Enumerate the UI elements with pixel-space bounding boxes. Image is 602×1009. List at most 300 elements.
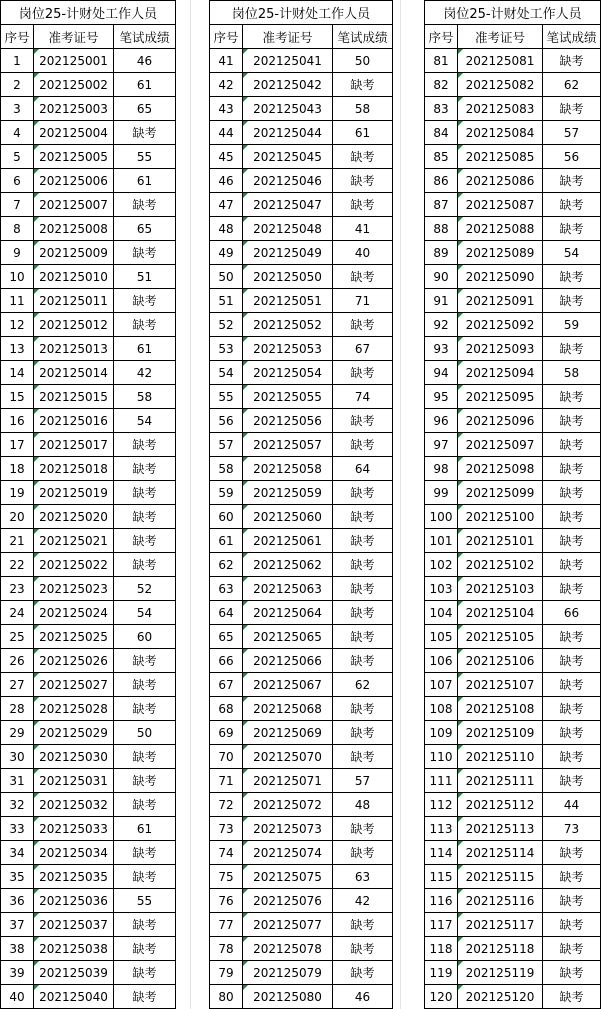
cell-score: 57 xyxy=(333,769,393,793)
cell-score: 缺考 xyxy=(114,241,176,265)
cell-seq: 32 xyxy=(1,793,34,817)
cell-seq: 17 xyxy=(1,433,34,457)
cell-seq: 2 xyxy=(1,73,34,97)
cell-seq: 66 xyxy=(210,649,243,673)
cell-score: 缺考 xyxy=(543,913,601,937)
table-row xyxy=(425,889,601,913)
cell-exam-id: 202125115 xyxy=(458,865,543,889)
cell-seq: 79 xyxy=(210,961,243,985)
cell-seq: 60 xyxy=(210,505,243,529)
header-seq: 序号 xyxy=(1,25,34,49)
cell-score: 缺考 xyxy=(543,889,601,913)
cell-exam-id: 202125069 xyxy=(243,721,333,745)
cell-seq: 23 xyxy=(1,577,34,601)
cell-exam-id: 202125045 xyxy=(243,145,333,169)
table-row xyxy=(425,793,601,817)
cell-score: 缺考 xyxy=(543,385,601,409)
table-row xyxy=(1,577,176,601)
table-row xyxy=(1,289,176,313)
cell-score: 缺考 xyxy=(114,289,176,313)
cell-seq: 14 xyxy=(1,361,34,385)
cell-score: 51 xyxy=(114,265,176,289)
table-row xyxy=(1,865,176,889)
table-title: 岗位25-计财处工作人员 xyxy=(425,1,601,25)
table-row xyxy=(210,97,393,121)
cell-score: 59 xyxy=(543,313,601,337)
cell-exam-id: 202125029 xyxy=(34,721,114,745)
cell-exam-id: 202125026 xyxy=(34,649,114,673)
table-row xyxy=(210,289,393,313)
table-row xyxy=(425,649,601,673)
cell-exam-id: 202125089 xyxy=(458,241,543,265)
cell-exam-id: 202125065 xyxy=(243,625,333,649)
score-table-right xyxy=(424,0,601,1009)
cell-exam-id: 202125120 xyxy=(458,985,543,1009)
table-row xyxy=(1,937,176,961)
cell-exam-id: 202125093 xyxy=(458,337,543,361)
cell-score: 缺考 xyxy=(333,697,393,721)
cell-exam-id: 202125004 xyxy=(34,121,114,145)
table-row xyxy=(425,721,601,745)
cell-exam-id: 202125090 xyxy=(458,265,543,289)
cell-seq: 98 xyxy=(425,457,458,481)
cell-seq: 24 xyxy=(1,601,34,625)
cell-exam-id: 202125055 xyxy=(243,385,333,409)
cell-score: 缺考 xyxy=(543,49,601,73)
cell-seq: 92 xyxy=(425,313,458,337)
cell-exam-id: 202125040 xyxy=(34,985,114,1009)
table-row xyxy=(425,313,601,337)
table-row xyxy=(425,169,601,193)
cell-score: 缺考 xyxy=(333,145,393,169)
cell-exam-id: 202125043 xyxy=(243,97,333,121)
cell-exam-id: 202125098 xyxy=(458,457,543,481)
score-table xyxy=(0,0,176,1009)
table-row xyxy=(425,985,601,1009)
cell-score: 64 xyxy=(333,457,393,481)
table-row xyxy=(425,265,601,289)
cell-score: 缺考 xyxy=(543,553,601,577)
table-row xyxy=(1,49,176,73)
cell-exam-id: 202125062 xyxy=(243,553,333,577)
table-row xyxy=(425,409,601,433)
cell-exam-id: 202125082 xyxy=(458,73,543,97)
cell-score: 61 xyxy=(333,121,393,145)
cell-seq: 33 xyxy=(1,817,34,841)
cell-seq: 34 xyxy=(1,841,34,865)
cell-seq: 51 xyxy=(210,289,243,313)
cell-seq: 13 xyxy=(1,337,34,361)
cell-score: 61 xyxy=(114,337,176,361)
cell-seq: 118 xyxy=(425,937,458,961)
table-row xyxy=(210,793,393,817)
table-row xyxy=(210,361,393,385)
cell-seq: 83 xyxy=(425,97,458,121)
table-row xyxy=(210,817,393,841)
cell-seq: 47 xyxy=(210,193,243,217)
cell-exam-id: 202125030 xyxy=(34,745,114,769)
cell-exam-id: 202125053 xyxy=(243,337,333,361)
cell-seq: 75 xyxy=(210,865,243,889)
cell-seq: 103 xyxy=(425,577,458,601)
table-row xyxy=(210,145,393,169)
cell-exam-id: 202125025 xyxy=(34,625,114,649)
table-row xyxy=(210,553,393,577)
cell-exam-id: 202125041 xyxy=(243,49,333,73)
table-row xyxy=(210,865,393,889)
cell-exam-id: 202125042 xyxy=(243,73,333,97)
table-row xyxy=(1,433,176,457)
cell-seq: 110 xyxy=(425,745,458,769)
cell-score: 缺考 xyxy=(114,121,176,145)
table-row xyxy=(210,313,393,337)
cell-score: 52 xyxy=(114,577,176,601)
cell-seq: 20 xyxy=(1,505,34,529)
cell-score: 54 xyxy=(543,241,601,265)
cell-exam-id: 202125014 xyxy=(34,361,114,385)
cell-exam-id: 202125092 xyxy=(458,313,543,337)
table-row xyxy=(210,241,393,265)
cell-score: 缺考 xyxy=(333,745,393,769)
cell-seq: 12 xyxy=(1,313,34,337)
cell-exam-id: 202125019 xyxy=(34,481,114,505)
table-row xyxy=(1,985,176,1009)
cell-score: 缺考 xyxy=(333,577,393,601)
cell-score: 缺考 xyxy=(333,73,393,97)
cell-score: 缺考 xyxy=(333,169,393,193)
cell-seq: 52 xyxy=(210,313,243,337)
cell-score: 缺考 xyxy=(333,553,393,577)
cell-seq: 39 xyxy=(1,961,34,985)
cell-exam-id: 202125070 xyxy=(243,745,333,769)
cell-seq: 113 xyxy=(425,817,458,841)
cell-score: 65 xyxy=(114,97,176,121)
header-exam-id: 准考证号 xyxy=(243,25,333,49)
cell-score: 40 xyxy=(333,241,393,265)
cell-seq: 54 xyxy=(210,361,243,385)
cell-exam-id: 202125116 xyxy=(458,889,543,913)
table-row xyxy=(425,865,601,889)
cell-seq: 41 xyxy=(210,49,243,73)
cell-seq: 82 xyxy=(425,73,458,97)
table-row xyxy=(210,265,393,289)
table-row xyxy=(425,913,601,937)
cell-exam-id: 202125013 xyxy=(34,337,114,361)
score-table-left xyxy=(0,0,176,1009)
cell-exam-id: 202125018 xyxy=(34,457,114,481)
cell-seq: 30 xyxy=(1,745,34,769)
cell-seq: 44 xyxy=(210,121,243,145)
cell-seq: 70 xyxy=(210,745,243,769)
cell-score: 46 xyxy=(333,985,393,1009)
table-row xyxy=(425,361,601,385)
cell-score: 缺考 xyxy=(543,961,601,985)
table-row xyxy=(210,505,393,529)
table-row xyxy=(210,937,393,961)
cell-exam-id: 202125086 xyxy=(458,169,543,193)
cell-score: 缺考 xyxy=(333,841,393,865)
cell-seq: 49 xyxy=(210,241,243,265)
cell-score: 58 xyxy=(333,97,393,121)
table-row xyxy=(425,601,601,625)
cell-score: 缺考 xyxy=(543,625,601,649)
cell-seq: 101 xyxy=(425,529,458,553)
cell-exam-id: 202125064 xyxy=(243,601,333,625)
table-row xyxy=(425,241,601,265)
cell-exam-id: 202125039 xyxy=(34,961,114,985)
table-row xyxy=(1,409,176,433)
cell-exam-id: 202125063 xyxy=(243,577,333,601)
cell-score: 55 xyxy=(114,145,176,169)
cell-exam-id: 202125002 xyxy=(34,73,114,97)
cell-score: 62 xyxy=(333,673,393,697)
score-table xyxy=(424,0,601,1009)
cell-score: 缺考 xyxy=(333,265,393,289)
table-row xyxy=(425,961,601,985)
cell-score: 缺考 xyxy=(114,985,176,1009)
cell-seq: 62 xyxy=(210,553,243,577)
cell-exam-id: 202125057 xyxy=(243,433,333,457)
table-row xyxy=(1,385,176,409)
cell-exam-id: 202125066 xyxy=(243,649,333,673)
cell-exam-id: 202125015 xyxy=(34,385,114,409)
cell-exam-id: 202125077 xyxy=(243,913,333,937)
cell-exam-id: 202125028 xyxy=(34,697,114,721)
cell-seq: 3 xyxy=(1,97,34,121)
cell-seq: 22 xyxy=(1,553,34,577)
cell-seq: 11 xyxy=(1,289,34,313)
table-row xyxy=(425,817,601,841)
table-row xyxy=(1,793,176,817)
table-row xyxy=(425,481,601,505)
cell-seq: 65 xyxy=(210,625,243,649)
cell-score: 55 xyxy=(114,889,176,913)
table-row xyxy=(210,673,393,697)
cell-score: 63 xyxy=(333,865,393,889)
cell-exam-id: 202125012 xyxy=(34,313,114,337)
table-row xyxy=(1,121,176,145)
table-row xyxy=(210,385,393,409)
cell-exam-id: 202125110 xyxy=(458,745,543,769)
cell-exam-id: 202125111 xyxy=(458,769,543,793)
cell-exam-id: 202125104 xyxy=(458,601,543,625)
table-row xyxy=(425,217,601,241)
cell-seq: 100 xyxy=(425,505,458,529)
table-row xyxy=(1,337,176,361)
cell-score: 54 xyxy=(114,409,176,433)
cell-exam-id: 202125056 xyxy=(243,409,333,433)
cell-seq: 69 xyxy=(210,721,243,745)
table-row xyxy=(210,217,393,241)
cell-score: 缺考 xyxy=(333,817,393,841)
table-row xyxy=(1,913,176,937)
cell-score: 缺考 xyxy=(543,481,601,505)
cell-seq: 87 xyxy=(425,193,458,217)
cell-score: 缺考 xyxy=(333,649,393,673)
cell-seq: 45 xyxy=(210,145,243,169)
cell-seq: 63 xyxy=(210,577,243,601)
cell-score: 62 xyxy=(543,73,601,97)
cell-score: 缺考 xyxy=(543,193,601,217)
table-row xyxy=(1,529,176,553)
header-seq: 序号 xyxy=(210,25,243,49)
cell-score: 缺考 xyxy=(333,481,393,505)
table-row xyxy=(425,937,601,961)
cell-seq: 27 xyxy=(1,673,34,697)
cell-exam-id: 202125095 xyxy=(458,385,543,409)
cell-seq: 106 xyxy=(425,649,458,673)
cell-exam-id: 202125020 xyxy=(34,505,114,529)
cell-score: 缺考 xyxy=(333,625,393,649)
table-row xyxy=(425,625,601,649)
table-row xyxy=(1,721,176,745)
table-row xyxy=(1,457,176,481)
cell-exam-id: 202125119 xyxy=(458,961,543,985)
cell-seq: 85 xyxy=(425,145,458,169)
cell-exam-id: 202125075 xyxy=(243,865,333,889)
cell-seq: 6 xyxy=(1,169,34,193)
header-exam-id: 准考证号 xyxy=(458,25,543,49)
cell-seq: 95 xyxy=(425,385,458,409)
cell-seq: 48 xyxy=(210,217,243,241)
cell-exam-id: 202125085 xyxy=(458,145,543,169)
cell-exam-id: 202125102 xyxy=(458,553,543,577)
cell-seq: 89 xyxy=(425,241,458,265)
cell-score: 缺考 xyxy=(114,745,176,769)
cell-seq: 38 xyxy=(1,937,34,961)
table-row xyxy=(210,529,393,553)
cell-score: 48 xyxy=(333,793,393,817)
cell-exam-id: 202125048 xyxy=(243,217,333,241)
cell-exam-id: 202125105 xyxy=(458,625,543,649)
table-row xyxy=(425,769,601,793)
cell-seq: 16 xyxy=(1,409,34,433)
table-row xyxy=(1,745,176,769)
cell-exam-id: 202125118 xyxy=(458,937,543,961)
cell-score: 缺考 xyxy=(114,841,176,865)
cell-exam-id: 202125032 xyxy=(34,793,114,817)
table-row xyxy=(1,73,176,97)
table-row xyxy=(1,649,176,673)
table-row xyxy=(425,337,601,361)
table-row xyxy=(1,265,176,289)
header-exam-id: 准考证号 xyxy=(34,25,114,49)
cell-exam-id: 202125099 xyxy=(458,481,543,505)
cell-exam-id: 202125034 xyxy=(34,841,114,865)
cell-exam-id: 202125046 xyxy=(243,169,333,193)
cell-seq: 111 xyxy=(425,769,458,793)
cell-score: 41 xyxy=(333,217,393,241)
table-row xyxy=(210,601,393,625)
cell-score: 56 xyxy=(543,145,601,169)
cell-exam-id: 202125052 xyxy=(243,313,333,337)
cell-score: 缺考 xyxy=(543,745,601,769)
cell-seq: 15 xyxy=(1,385,34,409)
table-row xyxy=(1,673,176,697)
cell-seq: 120 xyxy=(425,985,458,1009)
cell-seq: 19 xyxy=(1,481,34,505)
cell-score: 缺考 xyxy=(333,961,393,985)
cell-exam-id: 202125081 xyxy=(458,49,543,73)
table-title: 岗位25-计财处工作人员 xyxy=(210,1,393,25)
cell-score: 缺考 xyxy=(543,409,601,433)
table-row xyxy=(425,841,601,865)
table-row xyxy=(1,241,176,265)
cell-seq: 10 xyxy=(1,265,34,289)
table-row xyxy=(210,625,393,649)
cell-seq: 28 xyxy=(1,697,34,721)
cell-score: 缺考 xyxy=(543,265,601,289)
cell-seq: 78 xyxy=(210,937,243,961)
cell-exam-id: 202125005 xyxy=(34,145,114,169)
table-row xyxy=(425,289,601,313)
cell-score: 缺考 xyxy=(543,457,601,481)
table-body xyxy=(210,1,393,1009)
cell-exam-id: 202125051 xyxy=(243,289,333,313)
cell-seq: 107 xyxy=(425,673,458,697)
table-row xyxy=(1,769,176,793)
cell-seq: 99 xyxy=(425,481,458,505)
cell-score: 缺考 xyxy=(543,841,601,865)
cell-score: 54 xyxy=(114,601,176,625)
table-row xyxy=(425,457,601,481)
table-row xyxy=(210,409,393,433)
cell-exam-id: 202125007 xyxy=(34,193,114,217)
cell-seq: 84 xyxy=(425,121,458,145)
cell-score: 61 xyxy=(114,169,176,193)
cell-seq: 37 xyxy=(1,913,34,937)
cell-score: 缺考 xyxy=(114,457,176,481)
header-score: 笔试成绩 xyxy=(543,25,601,49)
cell-seq: 91 xyxy=(425,289,458,313)
cell-exam-id: 202125017 xyxy=(34,433,114,457)
cell-seq: 104 xyxy=(425,601,458,625)
table-row xyxy=(1,553,176,577)
cell-seq: 72 xyxy=(210,793,243,817)
table-row xyxy=(1,505,176,529)
cell-score: 61 xyxy=(114,817,176,841)
cell-seq: 80 xyxy=(210,985,243,1009)
cell-seq: 36 xyxy=(1,889,34,913)
table-row xyxy=(210,649,393,673)
cell-exam-id: 202125112 xyxy=(458,793,543,817)
cell-exam-id: 202125107 xyxy=(458,673,543,697)
cell-score: 缺考 xyxy=(333,529,393,553)
cell-exam-id: 202125044 xyxy=(243,121,333,145)
header-seq: 序号 xyxy=(425,25,458,49)
cell-seq: 114 xyxy=(425,841,458,865)
cell-seq: 8 xyxy=(1,217,34,241)
cell-exam-id: 202125059 xyxy=(243,481,333,505)
cell-exam-id: 202125001 xyxy=(34,49,114,73)
cell-exam-id: 202125080 xyxy=(243,985,333,1009)
cell-score: 缺考 xyxy=(114,793,176,817)
cell-score: 缺考 xyxy=(114,481,176,505)
table-row xyxy=(425,73,601,97)
table-row xyxy=(1,193,176,217)
table-row xyxy=(210,697,393,721)
cell-exam-id: 202125006 xyxy=(34,169,114,193)
cell-score: 缺考 xyxy=(114,769,176,793)
table-row xyxy=(425,433,601,457)
cell-seq: 68 xyxy=(210,697,243,721)
cell-seq: 109 xyxy=(425,721,458,745)
cell-score: 73 xyxy=(543,817,601,841)
cell-exam-id: 202125103 xyxy=(458,577,543,601)
cell-exam-id: 202125088 xyxy=(458,217,543,241)
cell-score: 42 xyxy=(114,361,176,385)
cell-score: 缺考 xyxy=(543,697,601,721)
